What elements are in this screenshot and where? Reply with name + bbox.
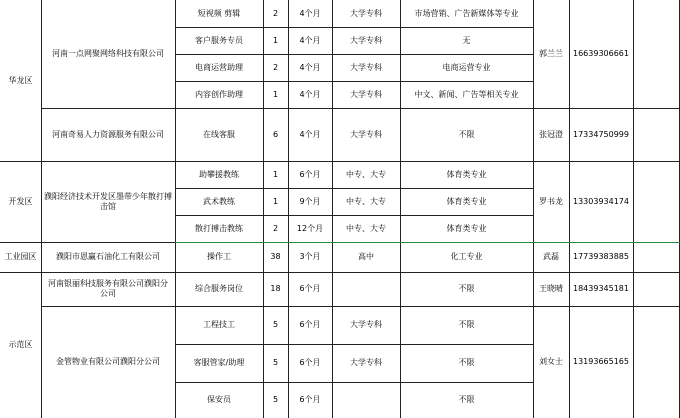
job-term: 6个月: [299, 284, 321, 293]
job-edu: 中专、大专: [346, 196, 386, 206]
job-title: 电商运营助理: [195, 62, 243, 72]
grid-line: [0, 272, 680, 273]
job-count: 1: [272, 169, 279, 179]
job-major: 不限: [458, 320, 475, 329]
contact-cell: 张冠澄: [539, 129, 563, 139]
grid-line: [288, 0, 289, 418]
region-cell: 示范区: [8, 340, 33, 349]
job-term: 4个月: [299, 129, 321, 139]
region-cell: 华龙区: [8, 75, 33, 85]
job-term: 3个月: [299, 252, 321, 261]
region-cell: 开发区: [8, 196, 33, 206]
phone-cell: 13193665165: [573, 357, 629, 366]
grid-line: [175, 188, 533, 189]
job-title: 助攀援教练: [199, 169, 239, 179]
job-term: 9个月: [299, 196, 321, 206]
job-edu: 大学专科: [350, 89, 382, 99]
job-edu: 中专、大专: [346, 169, 386, 179]
company-cell: 濮阳经济技术开发区墨带少年散打搏 击馆: [44, 191, 172, 211]
job-edu: 大学专科: [350, 320, 382, 329]
grid-line: [332, 0, 333, 418]
job-edu: [332, 272, 400, 306]
job-edu: 中专、大专: [346, 223, 386, 233]
job-count: 2: [272, 8, 279, 18]
job-major: 中文、新闻、广告等相关专业: [414, 89, 519, 99]
job-title: 武术教练: [203, 196, 235, 206]
job-title: 短视频 剪辑: [197, 8, 241, 18]
job-major: 体育类专业: [446, 196, 487, 206]
job-major: 不限: [458, 395, 475, 404]
phone-cell: 18439345181: [573, 284, 629, 293]
job-major: 无: [462, 35, 471, 45]
job-count: 6: [272, 129, 279, 139]
job-edu: 大学专科: [350, 129, 382, 139]
company-cell: 濮阳市恩赢石油化工有限公司: [56, 252, 160, 261]
job-edu: [332, 382, 400, 418]
job-major: 不限: [458, 129, 475, 139]
phone-cell: 17739383885: [573, 252, 629, 261]
job-edu: 大学专科: [350, 62, 382, 72]
job-count: 2: [272, 223, 279, 233]
phone-cell: 16639306661: [573, 49, 629, 58]
job-title: 在线客服: [203, 129, 235, 139]
company-cell: 河南奇易人力资源服务有限公司: [52, 129, 164, 139]
grid-line: [175, 0, 176, 418]
job-title: 散打搏击教练: [195, 223, 243, 233]
job-count: 1: [272, 35, 279, 45]
job-count: 18: [270, 284, 281, 293]
job-edu: 大学专科: [350, 35, 382, 45]
job-title: 客服管家/助理: [193, 358, 245, 367]
grid-line: [175, 242, 680, 243]
grid-line: [41, 0, 42, 418]
job-major: 不限: [458, 284, 475, 293]
job-edu: 大学专科: [350, 358, 382, 367]
job-count: 38: [270, 252, 281, 261]
job-term: 12个月: [296, 223, 324, 233]
job-term: 4个月: [299, 89, 321, 99]
job-title: 客户服务专员: [195, 35, 243, 45]
job-term: 6个月: [299, 395, 321, 404]
job-title: 内容创作助理: [195, 89, 243, 99]
job-major: 化工专业: [450, 252, 483, 261]
job-major: 电商运营专业: [442, 62, 491, 72]
job-count: 5: [272, 395, 279, 404]
job-title: 保安员: [207, 395, 231, 404]
contact-cell: 武磊: [543, 252, 559, 261]
grid-line: [175, 54, 533, 55]
job-title: 工程技工: [203, 320, 235, 329]
job-major: 体育类专业: [446, 223, 487, 233]
job-title: 操作工: [207, 252, 231, 261]
job-title: 综合服务岗位: [195, 284, 243, 293]
contact-cell: 罗书龙: [539, 196, 563, 206]
job-edu: 高中: [358, 252, 374, 261]
job-edu: 大学专科: [350, 8, 382, 18]
grid-line: [175, 27, 533, 28]
job-term: 6个月: [299, 169, 321, 179]
job-count: 5: [272, 358, 279, 367]
grid-line: [41, 306, 680, 307]
job-major: 不限: [458, 358, 475, 367]
job-term: 4个月: [299, 35, 321, 45]
grid-line: [263, 0, 264, 418]
phone-cell: 17334750999: [573, 129, 629, 139]
job-count: 5: [272, 320, 279, 329]
grid-line: [400, 0, 401, 418]
company-cell: 金管物业有限公司濮阳分公司: [56, 357, 160, 366]
grid-line: [41, 108, 680, 109]
contact-cell: 刘女士: [539, 357, 563, 366]
job-term: 6个月: [299, 358, 321, 367]
job-count: 1: [272, 89, 279, 99]
contact-cell: 郭兰兰: [539, 49, 563, 58]
company-cell: 河南银丽科技服务有限公司濮阳分 公司: [48, 279, 168, 298]
phone-cell: 13303934174: [573, 196, 629, 206]
job-term: 4个月: [299, 8, 321, 18]
grid-line: [175, 344, 533, 345]
grid-line: [175, 382, 533, 383]
contact-cell: 王晓晴: [539, 284, 563, 293]
job-term: 6个月: [299, 320, 321, 329]
grid-line: [175, 215, 533, 216]
region-cell: 工业园区: [4, 252, 37, 261]
job-count: 1: [272, 196, 279, 206]
grid-line: [569, 0, 570, 418]
job-major: 市场营销、广告新媒体等专业: [414, 8, 519, 18]
grid-line: [533, 0, 534, 418]
job-major: 体育类专业: [446, 169, 487, 179]
company-cell: 河南一点网聚网络科技有限公司: [52, 49, 164, 58]
grid-line: [633, 0, 634, 418]
job-count: 2: [272, 62, 279, 72]
grid-line: [0, 161, 680, 162]
grid-line: [175, 81, 533, 82]
job-term: 4个月: [299, 62, 321, 72]
